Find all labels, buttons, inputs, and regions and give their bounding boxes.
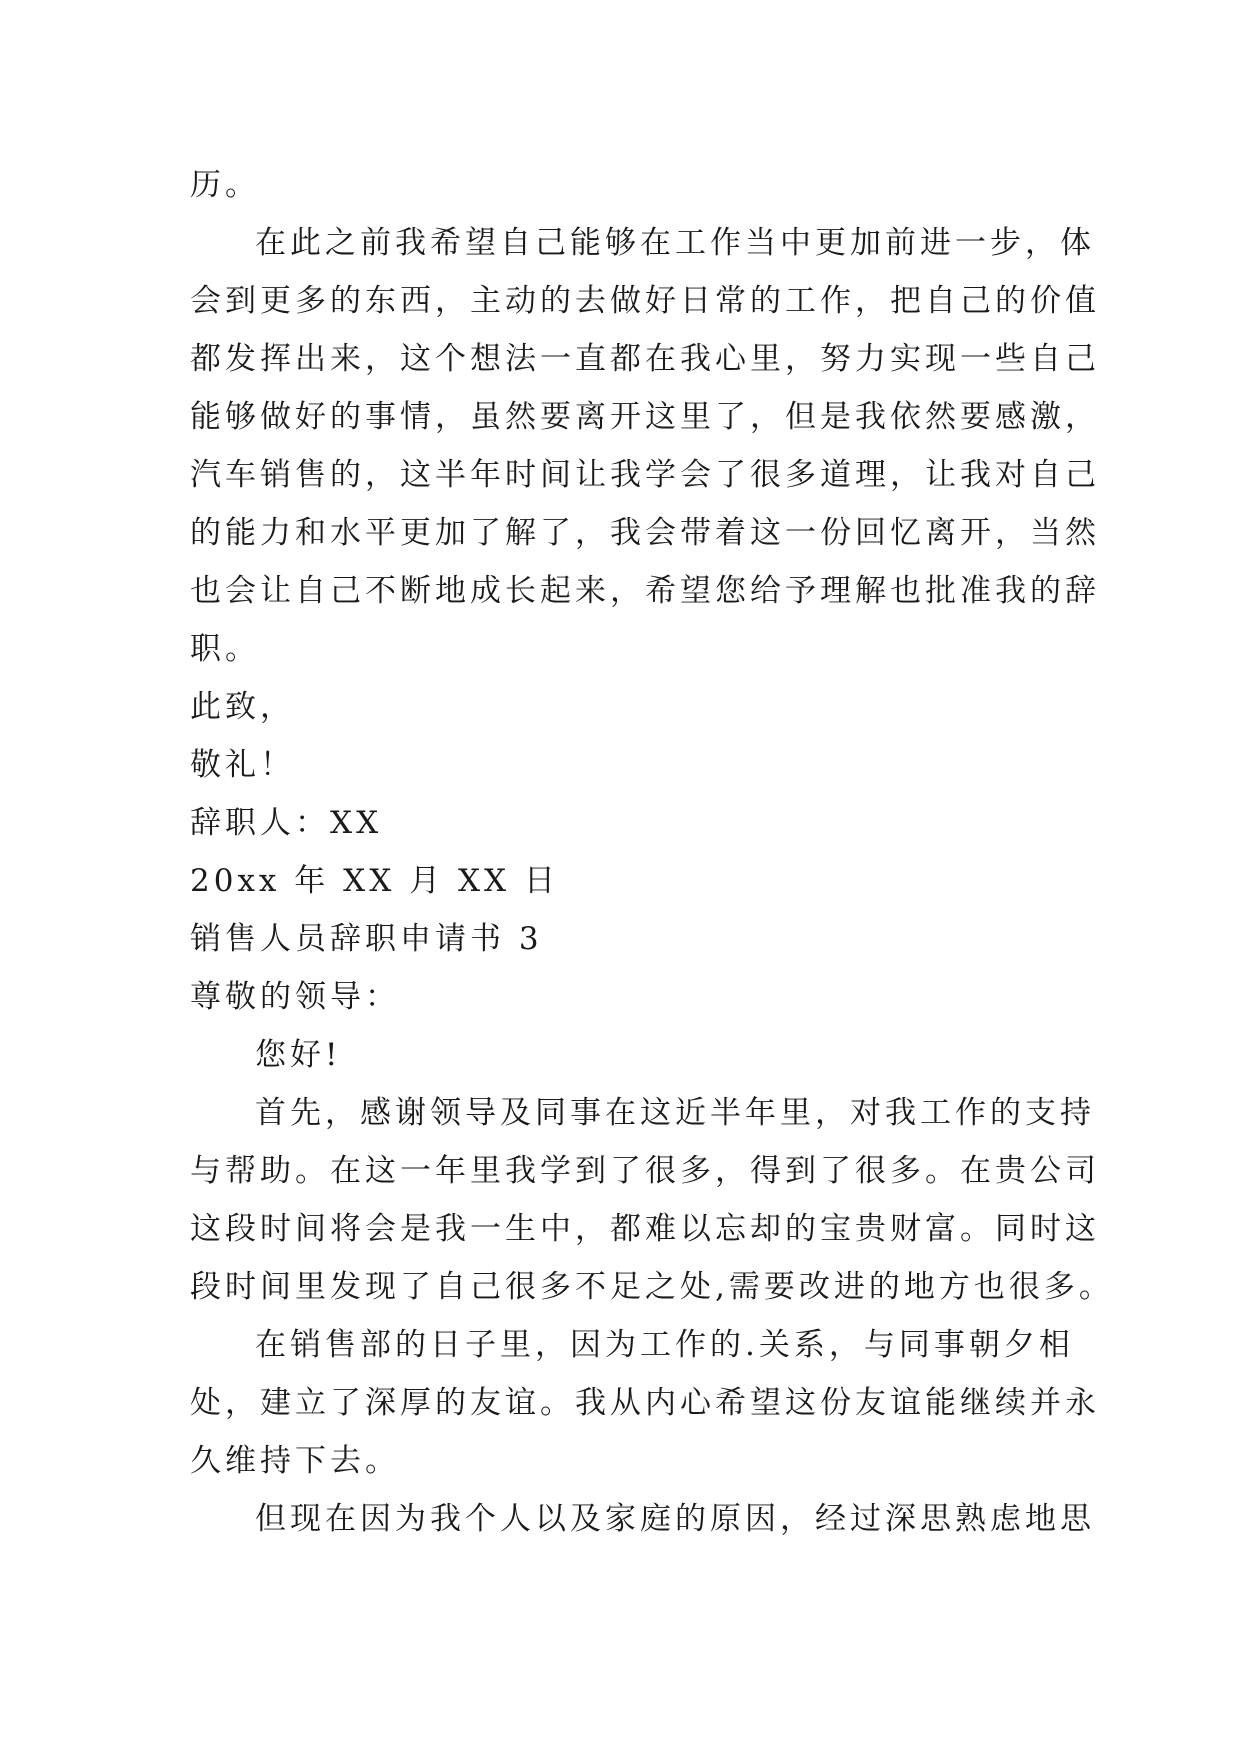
paragraph-start: 在销售部的日子里，因为工作的.关系，与同事朝夕相 [255, 1327, 1074, 1363]
closing-regards: 敬礼！ [190, 747, 295, 783]
signature-line: 辞职人：XX [190, 805, 383, 841]
closing-salutation: 此致， [190, 689, 295, 725]
date-line: 20xx 年 XX 月 XX 日 [190, 863, 559, 899]
text-line: 久维持下去。 [190, 1443, 400, 1479]
text-line: 职。 [190, 631, 260, 667]
text-line: 的能力和水平更加了解了，我会带着这一份回忆离开，当然 [190, 515, 1100, 551]
paragraph-start: 在此之前我希望自己能够在工作当中更加前进一步，体 [255, 225, 1095, 261]
text-line: 段时间里发现了自己很多不足之处,需要改进的地方也很多。 [190, 1269, 1114, 1305]
text-line: 都发挥出来，这个想法一直都在我心里，努力实现一些自己 [190, 341, 1100, 377]
text-line: 也会让自己不断地成长起来，希望您给予理解也批准我的辞 [190, 573, 1100, 609]
text-line: 与帮助。在这一年里我学到了很多，得到了很多。在贵公司 [190, 1153, 1100, 1189]
text-line: 汽车销售的，这半年时间让我学会了很多道理，让我对自己 [190, 457, 1100, 493]
text-line: 这段时间将会是我一生中，都难以忘却的宝贵财富。同时这 [190, 1211, 1100, 1247]
text-line: 处，建立了深厚的友谊。我从内心希望这份友谊能继续并永 [190, 1385, 1100, 1421]
salutation: 尊敬的领导： [190, 979, 400, 1015]
text-line: 会到更多的东西，主动的去做好日常的工作，把自己的价值 [190, 283, 1100, 319]
greeting: 您好! [255, 1037, 342, 1073]
paragraph-start: 但现在因为我个人以及家庭的原因，经过深思熟虑地思 [255, 1501, 1095, 1537]
text-line: 历。 [190, 167, 260, 203]
section-title: 销售人员辞职申请书 3 [190, 921, 543, 957]
text-line: 能够做好的事情，虽然要离开这里了，但是我依然要感激， [190, 399, 1100, 435]
paragraph-start: 首先，感谢领导及同事在这近半年里，对我工作的支持 [255, 1095, 1095, 1131]
